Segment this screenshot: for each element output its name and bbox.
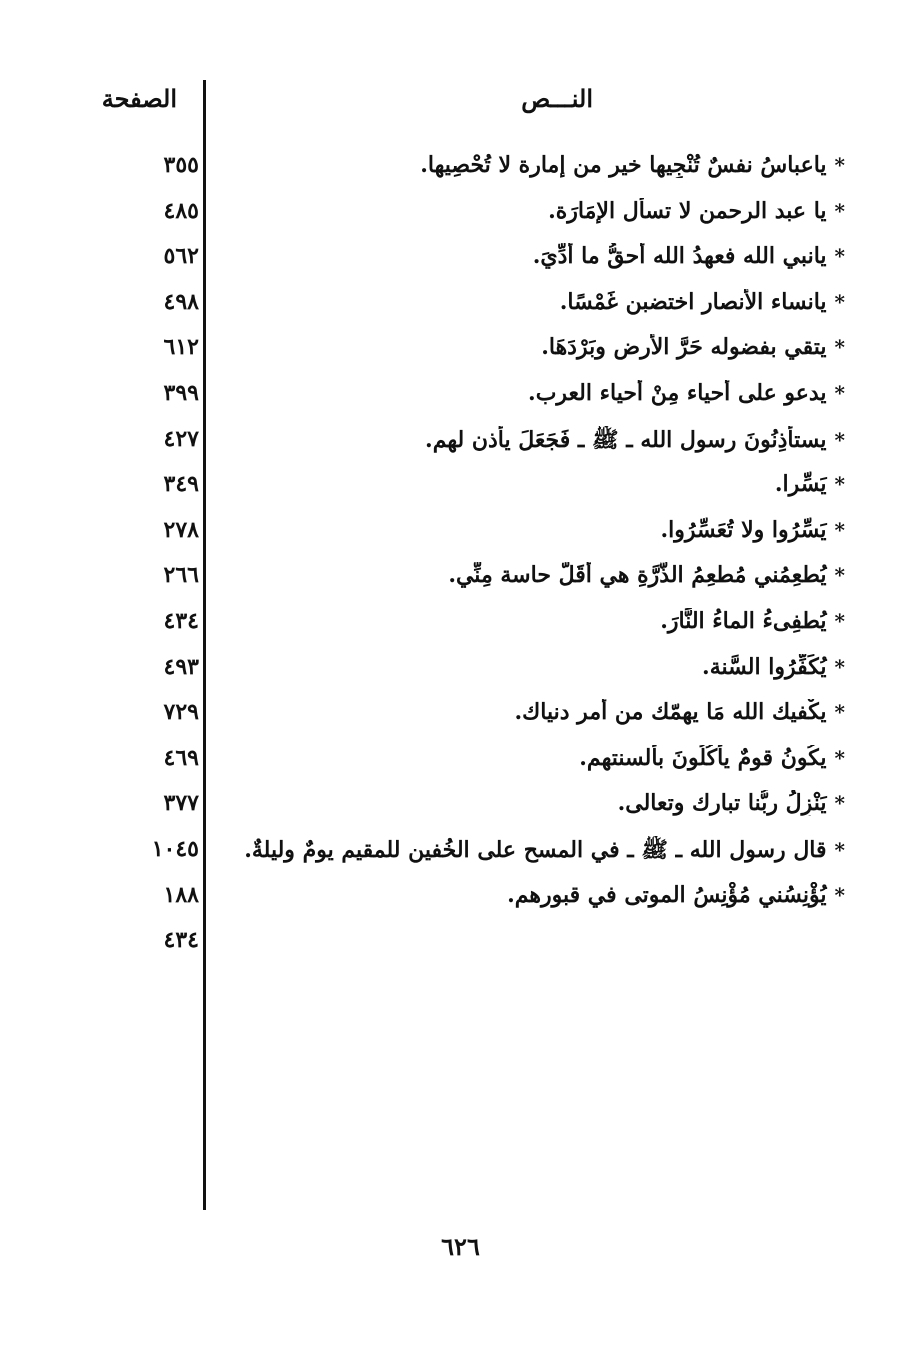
index-row bbox=[0, 328, 921, 374]
index-entry-page: ٤٩٣ bbox=[163, 653, 199, 680]
entry-text: ياعباسُ نفسٌ تُنْجِيها خير من إمارة لا تُحْصِيها. bbox=[420, 152, 827, 178]
index-entry-page: ٤٩٨ bbox=[163, 288, 199, 315]
index-entry-page: ٢٧٨ bbox=[163, 516, 199, 543]
entry-text: يانساء الأنصار اختضبن غَمْسًا. bbox=[559, 288, 827, 315]
index-row bbox=[0, 465, 921, 511]
index-row bbox=[0, 146, 921, 192]
page-column-header: الصفحة bbox=[101, 84, 177, 113]
index-row bbox=[0, 420, 921, 466]
entry-text: يتقي بفضوله حَرَّ الأرضِ وبَرْدَهَا. bbox=[541, 334, 827, 361]
index-entry-text bbox=[541, 334, 845, 360]
entry-text: يكْفيك الله مَا يهمّك من أمر دنياك. bbox=[514, 699, 827, 726]
index-entry-text bbox=[702, 654, 845, 680]
entry-text: يستأذِنُونَ رسول الله ـ ﷺ ـ فَجَعَلَ يأذن لهم. bbox=[425, 426, 827, 453]
index-entry-text bbox=[528, 380, 845, 406]
index-entry-page: ٣٤٩ bbox=[163, 471, 199, 498]
entry-text: يُطعِمُني مُطعِمُ الذَّرَّةِ هي أقَلُّ حاسة مِنِّي. bbox=[448, 562, 827, 589]
index-row bbox=[0, 921, 921, 967]
index-row bbox=[0, 192, 921, 238]
index-entry-text bbox=[618, 790, 845, 816]
index-row bbox=[0, 556, 921, 602]
index-entry-text bbox=[660, 608, 845, 634]
entry-text: يَنْزِلُ ربُّنا تبارك وتعالى. bbox=[617, 790, 827, 817]
page-number: ٦٢٦ bbox=[441, 1232, 480, 1261]
index-entry-text bbox=[244, 836, 845, 868]
index-entry-text bbox=[775, 471, 845, 497]
index-row bbox=[0, 237, 921, 283]
bullet-star-icon: * bbox=[834, 563, 845, 588]
index-entry-text bbox=[425, 426, 845, 458]
index-entry-page: ٤٨٥ bbox=[163, 197, 199, 224]
bullet-star-icon: * bbox=[834, 472, 845, 497]
index-entry-page: ٣٧٧ bbox=[163, 790, 199, 817]
index-entry-text bbox=[661, 517, 845, 543]
bullet-star-icon: * bbox=[834, 791, 845, 816]
index-row bbox=[0, 784, 921, 830]
entry-text: يدعو على أحياء مِنْ أحياء العرب. bbox=[528, 379, 827, 406]
index-entry-page: ٣٥٥ bbox=[163, 152, 199, 178]
index-entry-text bbox=[507, 882, 845, 908]
bullet-star-icon: * bbox=[834, 745, 845, 770]
bullet-star-icon: * bbox=[834, 654, 845, 679]
bullet-star-icon: * bbox=[834, 289, 845, 314]
index-row bbox=[0, 648, 921, 694]
index-entry-page: ٤٢٧ bbox=[163, 425, 199, 452]
bullet-star-icon: * bbox=[834, 244, 845, 269]
entry-text: يكُونُ قومٌ يأكُلُونَ بألسنتهم. bbox=[579, 744, 827, 771]
index-entry-text bbox=[579, 745, 845, 771]
index-row bbox=[0, 602, 921, 648]
index-entry-text bbox=[420, 152, 845, 178]
entry-text: يا عبد الرحمن لا تسأل الإمَارَة. bbox=[548, 197, 827, 224]
index-row bbox=[0, 283, 921, 329]
index-row bbox=[0, 876, 921, 922]
index-entry-page: ٧٢٩ bbox=[163, 699, 199, 726]
bullet-star-icon: * bbox=[834, 700, 845, 725]
index-row bbox=[0, 374, 921, 420]
index-list bbox=[0, 146, 921, 967]
index-row bbox=[0, 511, 921, 557]
bullet-star-icon: * bbox=[834, 380, 845, 405]
entry-text: يُطفِىءُ الماءُ النَّارَ. bbox=[660, 607, 827, 634]
entry-text: يانبي الله فعهدُ الله أحقُّ ما أُدِّيَ. bbox=[532, 243, 827, 270]
bullet-star-icon: * bbox=[834, 335, 845, 360]
index-entry-text bbox=[548, 198, 845, 224]
index-entry-page: ٤٣٤ bbox=[163, 927, 199, 954]
index-row bbox=[0, 830, 921, 876]
index-entry-text bbox=[514, 699, 845, 725]
text-column-header: النـــص bbox=[521, 84, 593, 113]
bullet-star-icon: * bbox=[834, 198, 845, 223]
index-row bbox=[0, 693, 921, 739]
bullet-star-icon: * bbox=[834, 153, 845, 177]
index-entry-page: ٤٦٩ bbox=[163, 744, 199, 771]
entry-text: قال رسول الله ـ ﷺ ـ في المسح على الخُفين للمقيم يومٌ وليلةٌ. bbox=[244, 836, 827, 863]
index-entry-page: ٤٣٤ bbox=[163, 607, 199, 634]
bullet-star-icon: * bbox=[834, 608, 845, 633]
index-entry-page: ٣٩٩ bbox=[163, 379, 199, 406]
index-entry-text bbox=[560, 289, 845, 315]
index-entry-page: ١٨٨ bbox=[163, 881, 199, 908]
entry-text: يُكَفِّرُوا السَّنة. bbox=[702, 653, 827, 680]
entry-text: يَسِّرا. bbox=[774, 471, 827, 498]
bullet-star-icon: * bbox=[834, 837, 845, 862]
index-entry-page: ٦١٢ bbox=[163, 334, 199, 361]
bullet-star-icon: * bbox=[834, 517, 845, 542]
entry-text: يُؤْنِسُني مُؤْنِسُ الموتى في قبورهم. bbox=[507, 881, 827, 908]
index-entry-text bbox=[448, 562, 845, 588]
index-row bbox=[0, 739, 921, 785]
bullet-star-icon: * bbox=[834, 882, 845, 907]
index-entry-page: ٢٦٦ bbox=[163, 562, 199, 589]
index-entry-page: ١٠٤٥ bbox=[151, 835, 199, 862]
index-entry-page: ٥٦٢ bbox=[163, 243, 199, 270]
bullet-star-icon: * bbox=[834, 427, 845, 452]
entry-text: يَسِّرُوا ولا تُعَسِّرُوا. bbox=[660, 516, 827, 543]
index-entry-text bbox=[533, 243, 845, 269]
